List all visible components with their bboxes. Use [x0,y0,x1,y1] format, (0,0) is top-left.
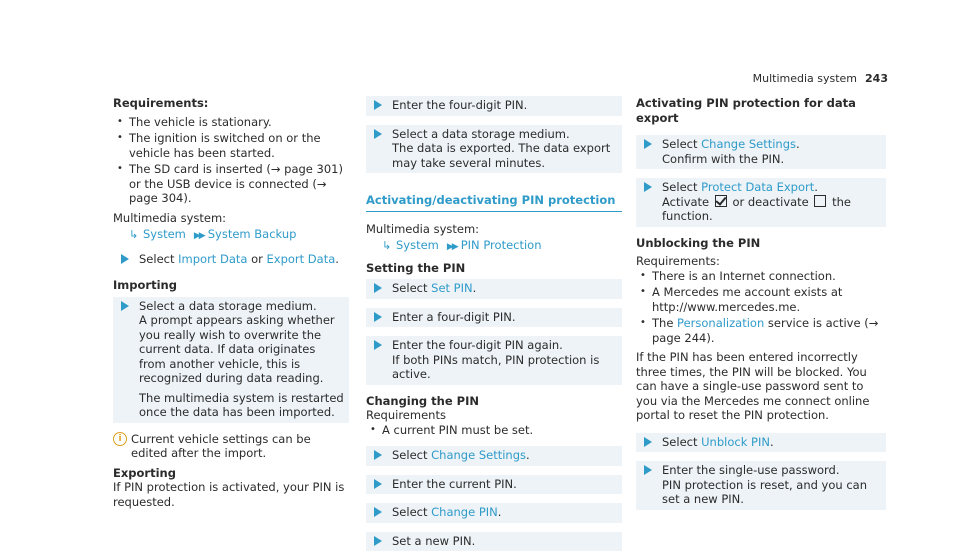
unblock-pin-option: Unblock PIN [701,434,770,449]
requirements-list [636,269,886,346]
change-settings-option: Change Settings [431,448,526,462]
export-data-option: Export Data [266,251,336,266]
step-set-new-pin [366,532,622,552]
requirements-list [366,423,622,438]
list-item: • A Mercedes me account exists at http://www.mercedes.me. [636,285,886,314]
protect-data-export-option: Protect Data Export [701,180,815,194]
step-arrow-icon [374,340,382,350]
step-text: Enter the four-digit PIN again. [392,338,563,352]
exporting-text: If PIN protection is activated, your PIN is requested. [113,480,345,509]
activating-title: Activating PIN protection for data export [636,96,856,125]
step-text: Enter a four-digit PIN. [392,309,516,324]
path-system: System [143,227,186,241]
setting-pin-title: Setting the PIN [366,260,466,275]
step-text: Select a data storage medium. [392,126,570,141]
paragraph: If the PIN has been entered incorrectly three times, the PIN will be blocked. You can have a single-use password sent to you via the Mercedes me connect online portal to reset the PIN protection. [636,350,870,422]
path-system-backup: System Backup [207,227,297,241]
step-sub-text: The multimedia system is restarted once the data has been imported. [139,390,344,419]
step-text: Enter the single-use password. [662,463,840,477]
step-arrow-icon [374,536,382,546]
step-text: Select [392,448,432,462]
step-text: Select [392,281,432,295]
step-sub-text: Confirm with the PIN. [662,151,785,166]
column-3 [636,96,886,519]
step-text: Select [139,251,179,266]
exporting-title: Exporting [113,465,176,480]
multimedia-system-label: Multimedia system: [366,221,480,236]
list-item: • The SD card is inserted (→ page 301) or the USB device is connected (→ page 304). [113,162,349,206]
step-text: . [526,448,530,462]
step-arrow-icon [374,283,382,293]
changing-pin-title: Changing the PIN [366,393,479,408]
set-pin-option: Set PIN [431,281,473,295]
step-text: . [497,505,502,519]
importing-title: Importing [113,278,177,292]
step-text: . [814,180,818,194]
item-text: The [652,316,678,330]
step-arrow-icon [644,139,652,149]
step-change-settings [366,446,622,466]
list-item [636,316,886,345]
header-section: Multimedia system [752,72,858,85]
personalization-link: Personalization [677,316,765,330]
step-arrow-icon [121,254,129,264]
path-pin-protection: PIN Protection [460,238,542,252]
list-item: • The ignition is switched on or the vehicle has been started. [113,131,349,160]
requirements-label: Requirements [366,408,446,422]
list-item: • The vehicle is stationary. [113,115,349,130]
step-text: or deactivate [728,194,813,209]
note-text: Current vehicle settings can be edited after the import. [131,431,311,460]
step-enter-pin [366,96,622,116]
section-title: Activating/deactivating PIN protection [366,193,622,212]
step-arrow-icon [644,182,652,192]
step-arrow-icon [374,100,382,110]
step-enter-four-digit [366,308,622,328]
step-arrow-icon [374,312,382,322]
step-arrow-icon [374,450,382,460]
step-enter-password [636,461,886,510]
path-system: System [396,238,439,252]
requirements-title: Requirements: [113,96,209,110]
step-text: Select [392,505,432,519]
menu-path [129,227,349,244]
step-text: Activate [662,194,713,209]
step-text: Select [662,180,702,194]
column-1 [113,96,349,509]
list-item: • There is an Internet connection. [636,269,886,284]
double-chevron-icon: ▶▶ [446,242,457,252]
item-text: service is active (→ page 244). [652,316,879,345]
step-sub-text: If both PINs match, PIN protection is active. [392,352,600,381]
step-text: . [769,434,774,449]
step-text: . [335,251,339,266]
step-set-pin [366,279,622,299]
checkbox-checked-icon [715,195,727,207]
step-select-storage [366,125,622,174]
column-2 [366,96,622,560]
step-enter-again [366,336,622,385]
step-text: Enter the four-digit PIN. [392,98,528,112]
checkbox-unchecked-icon [814,195,826,207]
double-chevron-icon: ▶▶ [193,231,204,241]
path-arrow-icon: ↳ [382,239,392,252]
requirements-list [113,115,349,206]
step-text: . [796,137,800,151]
step-unblock-pin [636,433,886,453]
step-importing [113,297,349,423]
step-sub-text: The data is exported. The data export may take several minutes. [392,141,611,170]
step-text: or [247,251,267,266]
step-arrow-icon [374,507,382,517]
list-item: • A current PIN must be set. [366,423,622,438]
step-text: Select [662,137,702,151]
step-protect-data-export [636,178,886,227]
step-arrow-icon [374,479,382,489]
step-select-import-export [113,250,349,270]
step-change-pin [366,503,622,523]
requirements-label: Requirements: [636,254,720,268]
page-header [753,72,888,87]
change-settings-option: Change Settings [701,137,796,151]
step-text: Select [662,434,702,449]
menu-path [382,238,622,255]
step-arrow-icon [644,437,652,447]
info-icon: i [113,432,127,446]
step-text: Set a new PIN. [392,533,476,548]
step-text: . [472,281,477,295]
change-pin-option: Change PIN [431,505,498,519]
step-text: Enter the current PIN. [392,476,517,491]
step-change-settings [636,135,886,169]
multimedia-system-label: Multimedia system: [113,210,227,225]
step-sub-text: PIN protection is reset, and you can set a new PIN. [662,477,868,506]
step-sub-text: A prompt appears asking whether you really wish to overwrite the current data. If data originates from another vehicle, this is recognized during data reading. [139,313,335,385]
import-data-option: Import Data [178,251,248,266]
step-arrow-icon [644,465,652,475]
note [113,432,349,461]
step-text: Select a data storage medium. [139,298,317,313]
step-text: the function. [662,194,851,223]
step-arrow-icon [121,301,129,311]
page-number: 243 [865,72,888,85]
step-arrow-icon [374,129,382,139]
step-enter-current-pin [366,475,622,495]
unblocking-title: Unblocking the PIN [636,235,761,250]
path-arrow-icon: ↳ [129,228,139,241]
